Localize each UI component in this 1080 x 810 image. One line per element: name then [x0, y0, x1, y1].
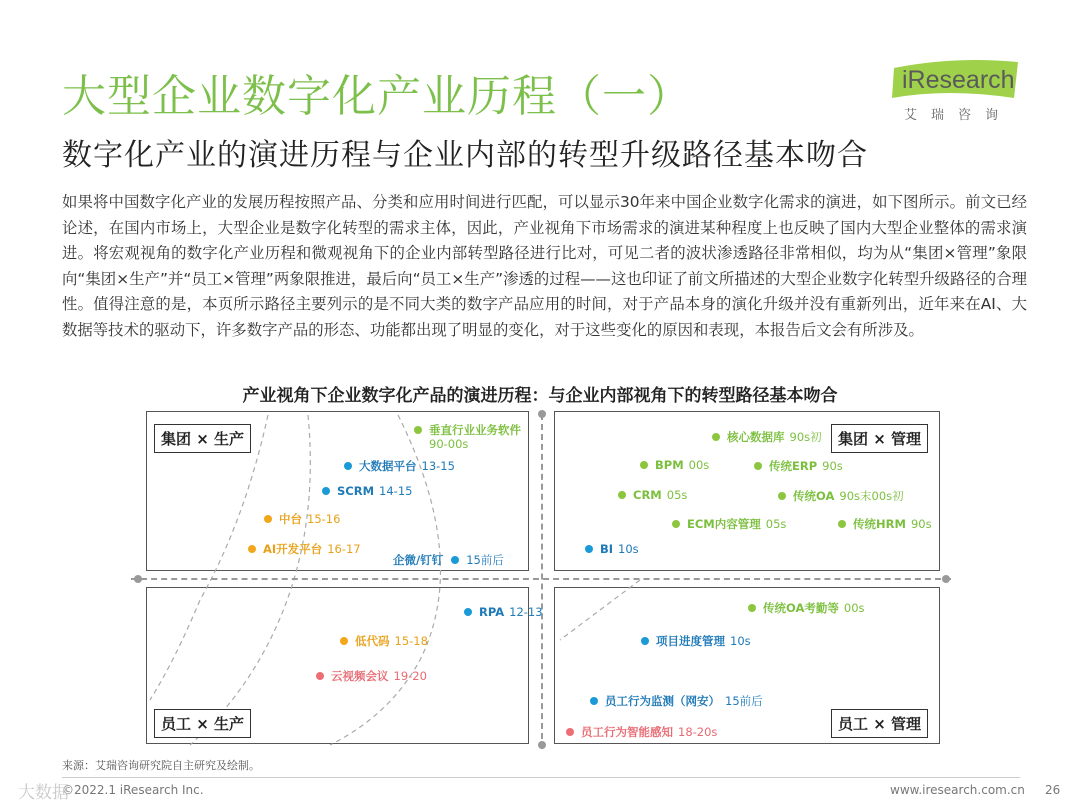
item-time: 15前后 [725, 694, 763, 708]
item-name: 项目进度管理 [656, 634, 725, 648]
item-time: 19-20 [393, 669, 427, 683]
blue-dot [344, 462, 352, 470]
blue-dot [590, 697, 598, 705]
item-name: 员工行为智能感知 [581, 725, 673, 739]
blue-dot [585, 545, 593, 553]
item-employee-sensing [566, 724, 717, 740]
iresearch-logo [888, 58, 1028, 128]
item-weixin-dingding [393, 552, 504, 568]
item-name: CRM [633, 488, 662, 502]
item-bpm [640, 458, 709, 472]
item-time: 90s [910, 517, 932, 531]
page-number: 26 [1045, 783, 1061, 797]
quadrant-label-br: 员工 × 管理 [831, 709, 928, 738]
pink-dot [316, 672, 324, 680]
item-name: 传统ERP [769, 459, 818, 473]
item-time: 05s [666, 488, 688, 502]
item-name: 传统OA [793, 489, 835, 503]
item-name: BI [600, 542, 614, 556]
item-time: 90s [822, 459, 843, 473]
item-time: 90-00s [429, 437, 469, 451]
pink-dot [566, 728, 574, 736]
green-dot [748, 604, 756, 612]
item-time: 12-13 [509, 605, 543, 619]
watermark-text: 大数据 [18, 783, 69, 803]
orange-dot [264, 515, 272, 523]
quadrant-label-tr: 集团 × 管理 [831, 424, 928, 453]
item-time: 90s初 [789, 430, 822, 444]
item-time: 90s末00s初 [839, 489, 904, 503]
item-name: 垂直行业业务软件 [429, 423, 521, 437]
green-dot [754, 462, 762, 470]
green-dot [414, 426, 422, 434]
item-time: 00s [843, 601, 865, 615]
green-dot [640, 461, 648, 469]
item-cloud-video [316, 668, 427, 684]
item-name: 低代码 [355, 634, 390, 648]
axis-end-dot [134, 575, 142, 583]
axis-end-dot [942, 575, 950, 583]
item-time: 16-17 [327, 542, 361, 556]
item-vertical-software [414, 423, 521, 451]
item-name: 中台 [279, 512, 302, 526]
blue-dot [464, 608, 472, 616]
blue-dot [641, 637, 649, 645]
green-dot [838, 520, 846, 528]
item-oa-attendance [748, 600, 865, 616]
copyright-text: ©2022.1 iResearch Inc. [62, 783, 204, 797]
item-name: 传统HRM [853, 517, 906, 531]
quadrant-label-bl: 员工 × 生产 [154, 709, 251, 738]
axis-end-dot [538, 410, 546, 418]
item-time: 10s [730, 634, 751, 648]
green-dot [778, 492, 786, 500]
page-title: 大型企业数字化产业历程（一） [62, 71, 692, 122]
item-core-database [712, 429, 822, 445]
page-subtitle: 数字化产业的演进历程与企业内部的转型升级路径基本吻合 [62, 138, 868, 173]
item-time: 10s [618, 542, 639, 556]
green-dot [672, 520, 680, 528]
orange-dot [340, 637, 348, 645]
item-time: 15-16 [307, 512, 341, 526]
intro-paragraph: 如果将中国数字化产业的发展历程按照产品、分类和应用时间进行匹配，可以显示30年来中国企业数字化需求的演进，如下图所示。前文已经论述，在国内市场上，大型企业是数字化转型的需求主体，因此，产业视角下市场需求的演进某种程度上也反映了国内大型企业整体的需求演进。将宏观视角的数字化产业历程和微观视角下的企业内部转型路径进行比对，可见二者的波状渗透路径非常相似，均为从“集团×管理”象限向“集团×生产”并“员工×管理”两象限推进，最后向“员工×生产”渗透的过程——这也印证了前文所描述的大型企业数字化转型升级路径的合理性。值得注意的是，本页所示路径主要列示的是不同大类的数字产品应用的时间，对于产品本身的演化升级并没有重新列出，近年来在AI、大数据等技术的驱动下，许多数字产品的形态、功能都出现了明显的变化，对于这些变化的原因和表现，本报告后文会有所涉及。 [62, 193, 1027, 339]
item-oa [778, 488, 904, 504]
vertical-axis [541, 414, 543, 749]
item-ecm [672, 516, 786, 532]
item-project-management [641, 633, 751, 649]
item-time: 15前后 [466, 553, 504, 567]
item-time: 13-15 [421, 459, 455, 473]
footer-divider [62, 777, 1020, 778]
item-name: 传统OA考勤等 [763, 601, 839, 615]
item-lowcode [340, 633, 428, 649]
item-employee-monitoring [590, 693, 763, 709]
item-time: 18-20s [678, 725, 718, 739]
website-link[interactable]: www.iresearch.com.cn [890, 783, 1025, 797]
item-name: 企微/钉钉 [393, 553, 444, 567]
blue-dot [322, 487, 330, 495]
item-ai-platform [248, 541, 361, 557]
logo-text: iResearch [902, 66, 1015, 94]
item-time: 15-18 [394, 634, 428, 648]
item-rpa [464, 605, 543, 619]
quadrant-label-tl: 集团 × 生产 [154, 424, 251, 453]
item-bi [585, 542, 639, 556]
item-hrm [838, 516, 932, 532]
item-crm [618, 488, 687, 502]
item-scrm [322, 484, 412, 498]
logo-cn-text: 艾瑞咨询 [904, 108, 1013, 123]
green-dot [712, 433, 720, 441]
green-dot [618, 491, 626, 499]
item-name: BPM [655, 458, 684, 472]
chart-title: 产业视角下企业数字化产品的演进历程：与企业内部视角下的转型路径基本吻合 [242, 386, 838, 406]
axis-end-dot [538, 741, 546, 749]
orange-dot [248, 545, 256, 553]
item-zhongtai [264, 511, 340, 527]
item-time: 05s [765, 517, 787, 531]
item-time: 00s [688, 458, 710, 472]
item-name: 核心数据库 [727, 430, 785, 444]
item-time: 14-15 [379, 484, 413, 498]
source-note: 来源：艾瑞咨询研究院自主研究及绘制。 [62, 759, 260, 772]
item-name: 大数据平台 [359, 459, 417, 473]
item-erp [754, 458, 843, 474]
item-name: 云视频会议 [331, 669, 389, 683]
item-name: AI开发平台 [263, 542, 323, 556]
blue-dot [451, 556, 459, 564]
item-name: ECM内容管理 [687, 517, 761, 531]
item-bigdata-platform [344, 458, 455, 474]
item-name: RPA [479, 605, 505, 619]
item-name: 员工行为监测（网安） [605, 694, 720, 708]
item-name: SCRM [337, 484, 375, 498]
